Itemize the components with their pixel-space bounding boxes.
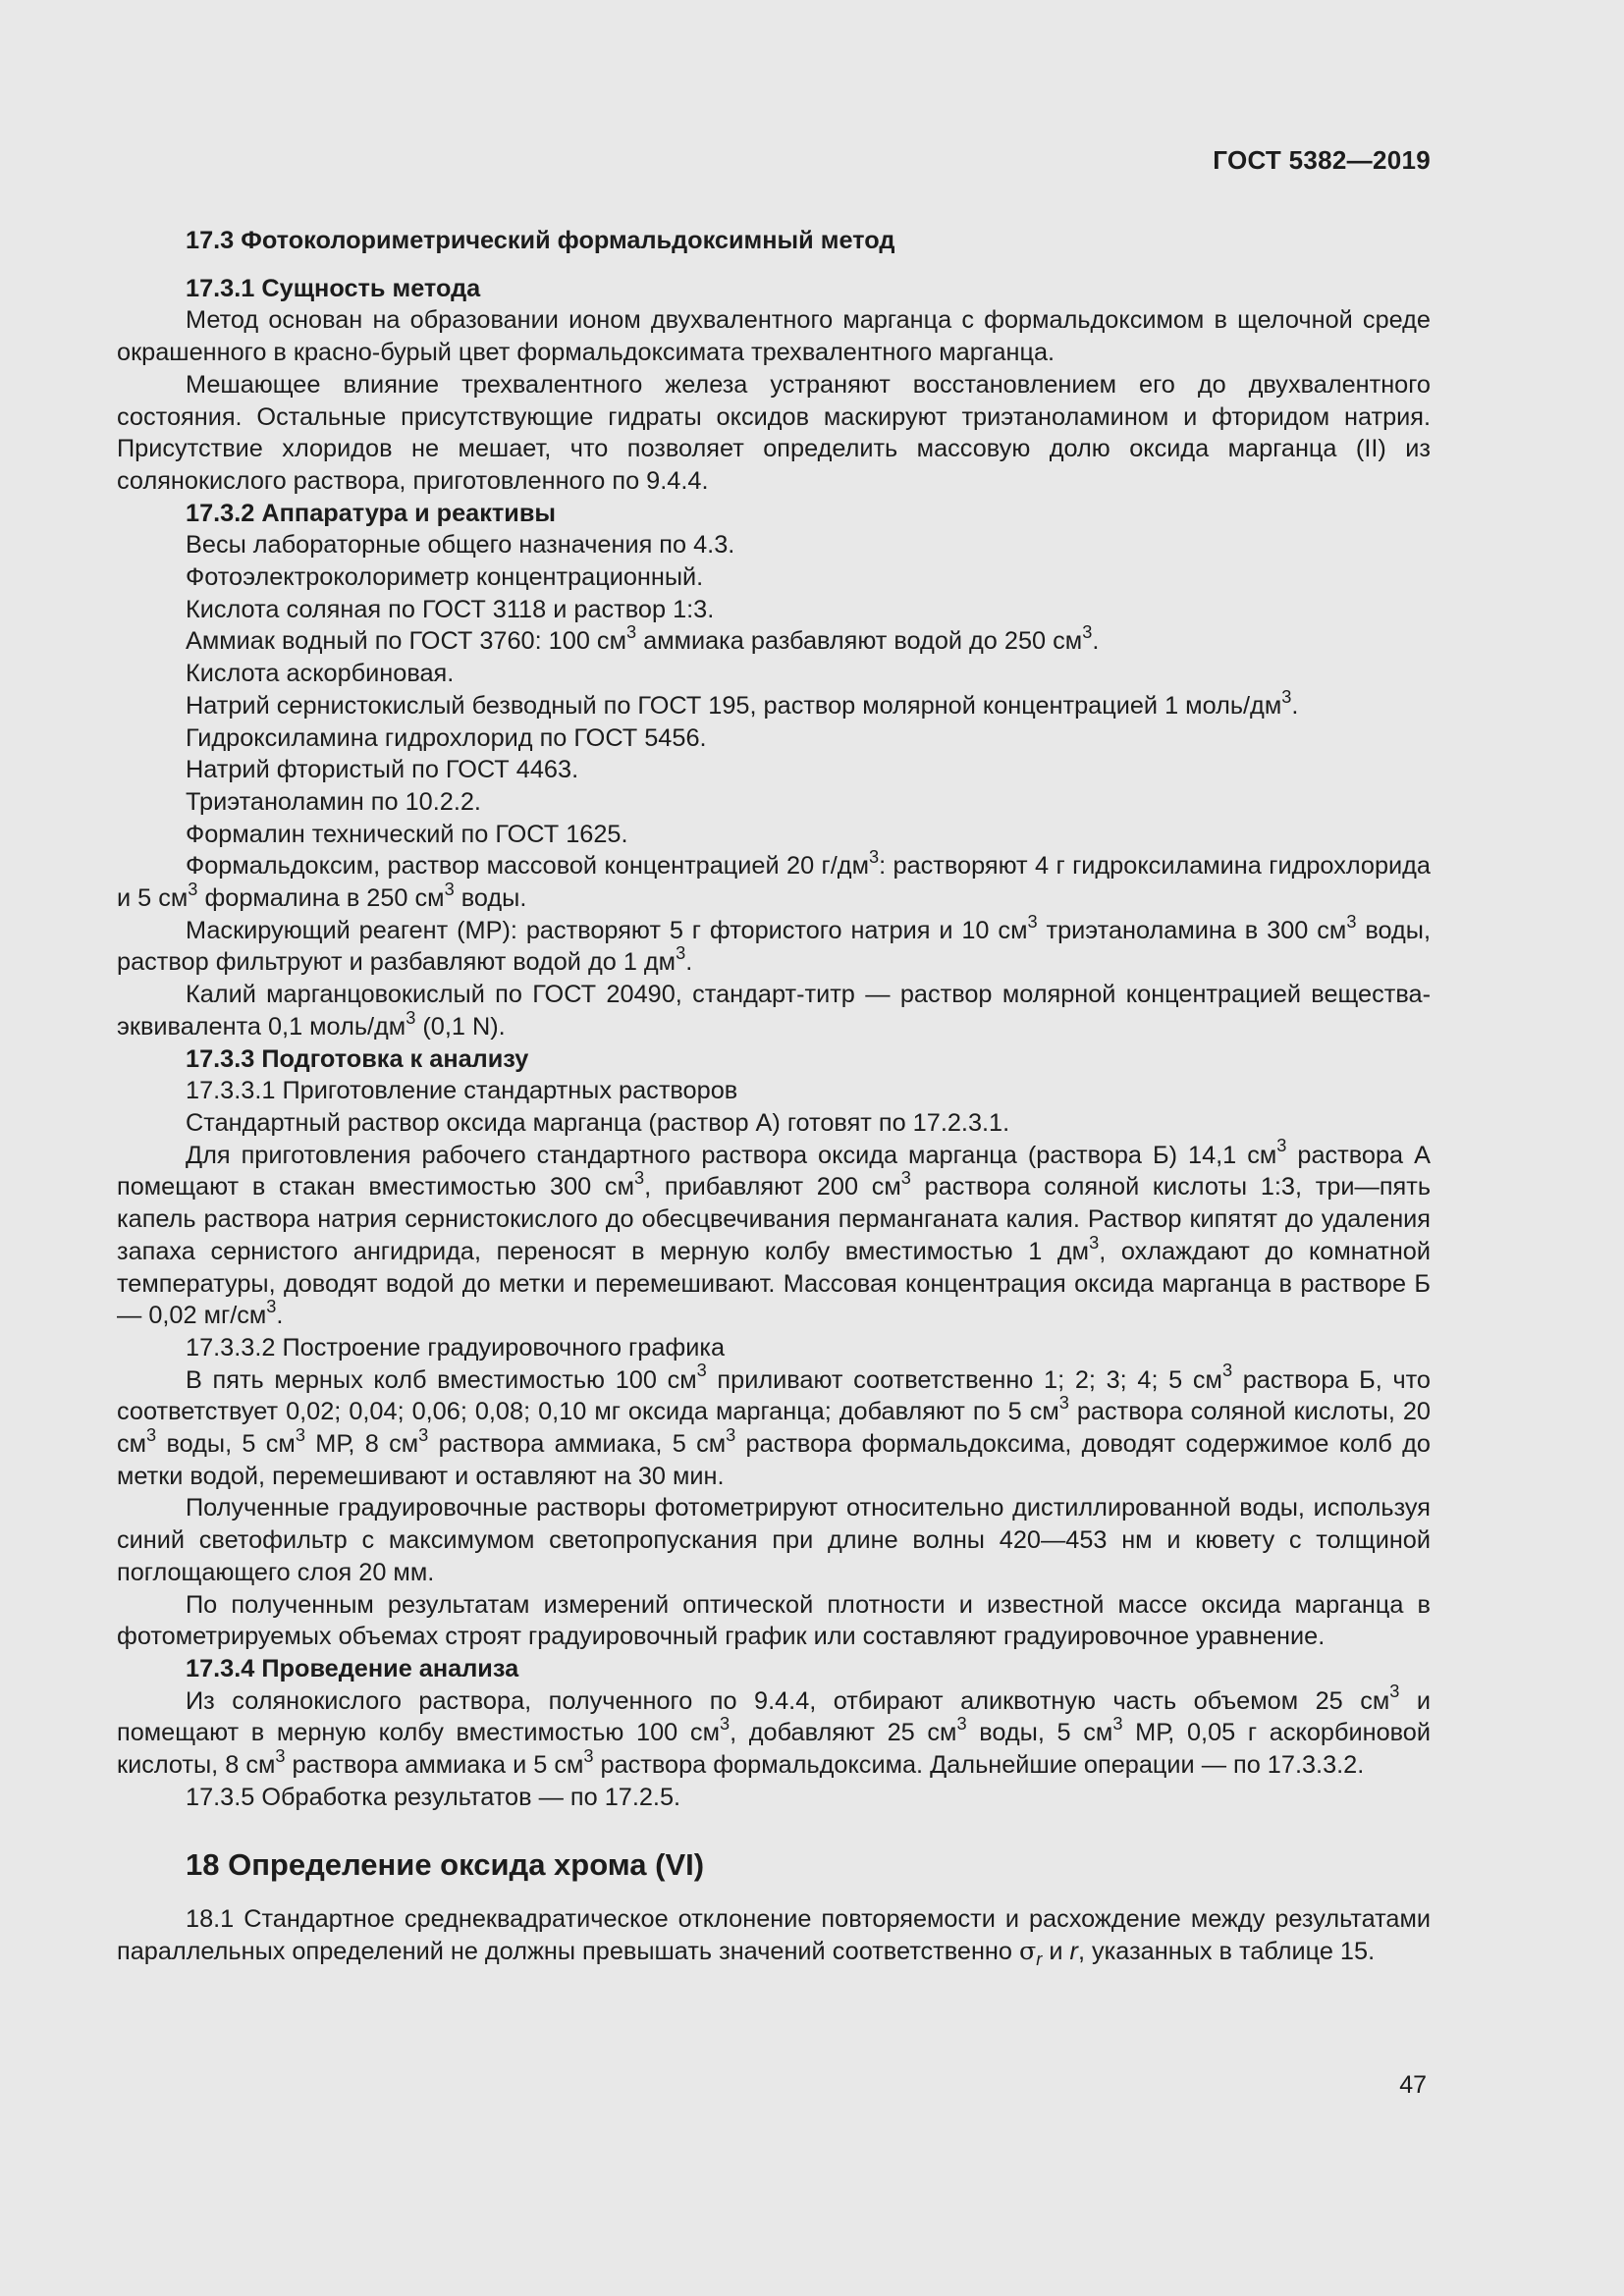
sigma-symbol: σ [1019,1937,1037,1966]
paragraph: Из солянокислого раствора, полученного по 9.4.4, отбирают аликвотную часть объемом 25 $см^3$ и помещают в мерную колбу вместимостью 100 $см^3$, добавляют 25 $см^3$ воды, 5 $см^3$ МР, 0,05 г аскорбиновой кислоты, 8 $см^3$ раствора аммиака и 5 $см^3$ раствора формальдоксима. Дальнейшие операции — по 17.3.3.2. [117,1682,1431,1780]
subsection-17-3-5-line: 17.3.5 Обработка результатов — по 17.2.5. [186,1783,681,1811]
paragraph: В пять мерных колб вместимостью 100 $см^3$ приливают соответственно 1; 2; 3; 4; 5 $см^3$ раствора Б, что соответствует 0,02; 0,04; 0,06; 0,08; 0,10 мг оксида марганца; добавляют по 5 $см^3$ раствора соляной кислоты, 20 $см^3$ воды, 5 $см^3$ МР, 8 $см^3$ раствора аммиака, 5 $см^3$ раствора формальдоксима, доводят содержимое колб до метки водой, перемешивают и оставляют на 30 мин. [117,1361,1432,1490]
list-item: Натрий сернистокислый безводный по ГОСТ 195, раствор молярной концентрацией 1 моль/$дм^3$. [186,686,1299,720]
paragraph: Мешающее влияние трехвалентного железа устраняют восстановлением его до двухвалентного состояния. Остальные присутствующие гидраты оксидов маскируют триэтаноламином и фторидом натрия. Присутствие хлоридов не мешает, что позволяет определить массовую долю оксида марганца (II) из солянокислого раствора, приготовленного по 9.4.4. [117,370,1431,495]
list-item: Формалин технический по ГОСТ 1625. [186,820,628,848]
paragraph: Стандартный раствор оксида марганца (раствор А) готовят по 17.2.3.1. [186,1108,1010,1137]
clause-17-3-3-1-title: 17.3.3.1 Приготовление стандартных растворов [186,1077,738,1105]
list-item: Маскирующий реагент (МР): растворяют 5 г фтористого натрия и 10 $см^3$ триэтаноламина в 300 $см^3$ воды, раствор фильтруют и разбавляют водой до 1 $дм^3$. [117,911,1432,977]
r-symbol: r [1069,1938,1078,1966]
paragraph: 18.1 Стандартное среднеквадратическое отклонение повторяемости и расхождение между результатами параллельных определений не должны превышать значений соответственно $\sigma_r$ и r, указанных в таблице 15. [117,1905,1431,1970]
standard-header: ГОСТ 5382—2019 [1213,145,1431,175]
subsection-17-3-1-title: 17.3.1 Сущность метода [186,274,481,302]
list-item: Формальдоксим, раствор массовой концентрацией 20 $г/дм^3$: растворяют 4 г гидроксиламина гидрохлорида и 5 $см^3$ формалина в 250 $см^3$ воды. [117,847,1431,913]
list-item: Фотоэлектроколориметр концентрационный. [186,563,704,592]
paragraph: По полученным результатам измерений оптической плотности и известной массе оксида марганца в фотометрируемых объемах строят градуировочный график или составляют градуировочное уравнение. [117,1590,1431,1651]
list-item: Гидроксиламина гидрохлорид по ГОСТ 5456. [186,723,707,752]
page-number: 47 [1399,2071,1427,2099]
list-item: Весы лабораторные общего назначения по 4.3. [186,531,735,560]
paragraph: Метод основан на образовании ионом двухвалентного марганца с формальдоксимом в щелочной среде окрашенного в красно-бурый цвет формальдоксимата трехвалентного марганца. [117,306,1431,367]
list-item: Натрий фтористый по ГОСТ 4463. [186,756,579,784]
subsection-17-3-4-title: 17.3.4 Проведение анализа [186,1654,519,1682]
paragraph: Полученные градуировочные растворы фотометрируют относительно дистиллированной воды, используя синий светофильтр с максимумом светопропускания при длине волны 420—453 нм и кювету с толщиной поглощающего слоя 20 мм. [117,1494,1431,1586]
section-18-title: 18 Определение оксида хрома (VI) [186,1847,705,1883]
paragraph: Для приготовления рабочего стандартного раствора оксида марганца (раствора Б) 14,1 $см^3$ раствора А помещают в стакан вместимостью 300 $см^3$, прибавляют 200 $см^3$ раствора соляной кислоты 1:3, три—пять капель раствора натрия сернистокислого до обесцвечивания перманганата калия. Раствор кипятят до удаления запаха сернистого ангидрида, переносят в мерную колбу вместимостью 1 $дм^3$, охлаждают до комнатной температуры, доводят водой до метки и перемешивают. Массовая концентрация оксида марганца в растворе Б — 0,02 $мг/см^3$. [117,1136,1432,1330]
list-item: Аммиак водный по ГОСТ 3760: 100 $см^3$ аммиака разбавляют водой до 250 $см^3$. [186,622,1100,656]
page-content [117,225,1431,1968]
list-item: Кислота аскорбиновая. [186,660,455,688]
subsection-17-3-3-title: 17.3.3 Подготовка к анализу [186,1044,529,1073]
list-item: Калий марганцовокислый по ГОСТ 20490, стандарт-титр — раствор молярной концентрацией вещества-эквивалента 0,1 моль/$дм^3$ (0,1 N). [117,981,1431,1041]
section-17-3-title: 17.3 Фотоколориметрический формальдоксимный метод [186,227,895,254]
list-item: Кислота соляная по ГОСТ 3118 и раствор 1:3. [186,595,715,623]
subsection-17-3-2-title: 17.3.2 Аппаратура и реактивы [186,499,557,527]
list-item: Триэтаноламин по 10.2.2. [186,787,481,816]
clause-17-3-3-2-title: 17.3.3.2 Построение градуировочного графика [186,1333,726,1362]
